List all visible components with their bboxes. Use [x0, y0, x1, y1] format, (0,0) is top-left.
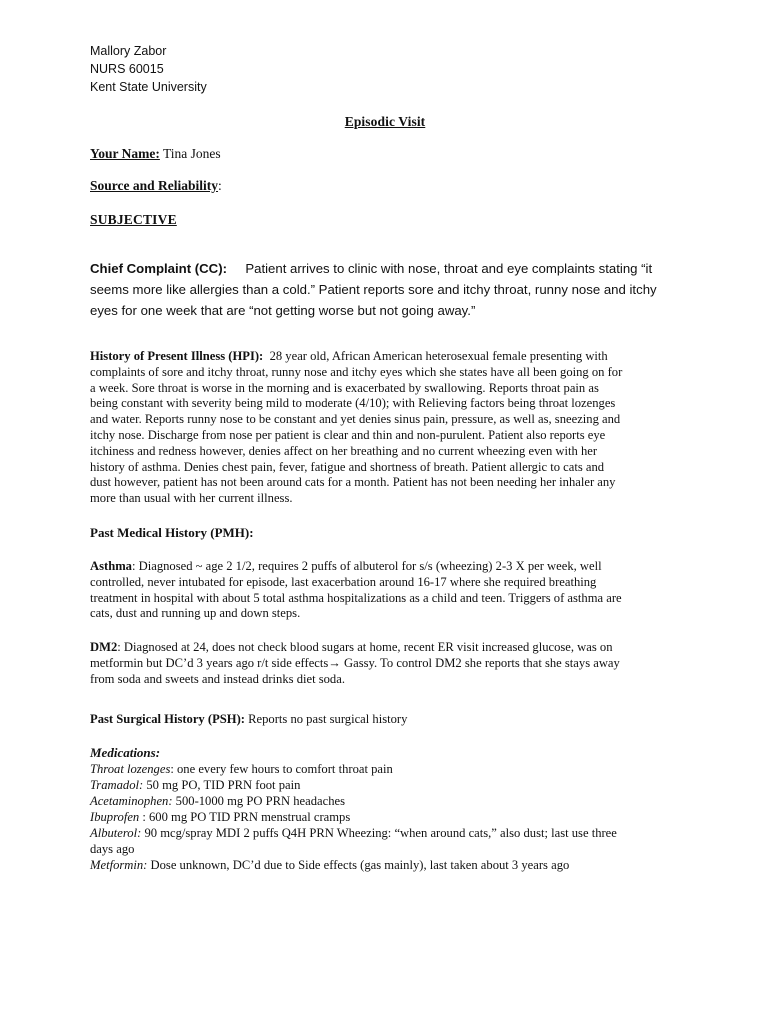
medication-item [90, 777, 680, 793]
medication-item [90, 825, 680, 841]
your-name-label: Your Name: [90, 146, 160, 161]
subjective-heading: SUBJECTIVE [90, 212, 177, 227]
hpi-line: complaints of sore and itchy throat, runny nose and itchy eyes which she states have all been going on for [90, 364, 623, 379]
hpi-line: history of asthma. Denies chest pain, fever, fatigue and shortness of breath. Patient allergic to cats and [90, 459, 605, 474]
medication-name: Metformin: [90, 857, 148, 872]
dm2-line: : Diagnosed at 24, does not check blood sugars at home, recent ER visit increased glucose, was on [117, 640, 613, 655]
document-page [90, 42, 680, 873]
dm2-line: metformin but DC’d 3 years ago r/t side effects→ Gassy. To control DM2 she reports that she stays away [90, 655, 620, 670]
course-code: NURS 60015 [90, 62, 164, 76]
your-name-value: Tina Jones [159, 146, 221, 161]
dm2-line: from soda and sweets and instead drinks diet soda. [90, 671, 345, 686]
medication-detail: Dose unknown, DC’d due to Side effects (gas mainly), last taken about 3 years ago [147, 857, 570, 872]
hpi-line: and water. Reports runny nose to be constant and yet denies sinus pain, pressure, as well as, sneezing and [90, 412, 621, 427]
university: Kent State University [90, 80, 207, 94]
medication-item [90, 793, 680, 809]
medication-item-continued [90, 841, 680, 857]
hpi-line: being constant with severity being mild to moderate (4/10); with Relieving factors being throat lozenges [90, 396, 616, 411]
source-reliability-field [90, 178, 680, 194]
asthma-section [90, 559, 680, 622]
hpi-line: itchy nose. Discharge from nose per patient is clear and thin and non-purulent. Patient also reports eye [90, 427, 606, 442]
pmh-label: Past Medical History [90, 524, 207, 540]
dm2-section [90, 640, 680, 687]
medications-list [90, 761, 680, 873]
author-name: Mallory Zabor [90, 44, 167, 58]
medication-detail: days ago [90, 841, 135, 856]
pmh-heading [90, 525, 680, 541]
hpi-line: dust however, patient has not been around cats for a month. Patient has not been needing her inhaler any [90, 475, 616, 490]
asthma-line: controlled, never intubated for episode, last exacerbation around 16-17 where she required breathing [90, 574, 597, 589]
psh-label: Past Surgical History (PSH): [90, 711, 245, 726]
medication-name: Throat lozenges [90, 761, 171, 776]
hpi-line: a week. Sore throat is worse in the morning and is exacerbated by swallowing. Reports throat pain as [90, 380, 599, 395]
medication-detail: 500-1000 mg PO PRN headaches [172, 793, 345, 808]
asthma-line: : Diagnosed ~ age 2 1/2, requires 2 puffs of albuterol for s/s (wheezing) 2-3 X per week, well [131, 558, 602, 573]
medications-label: Medications [90, 744, 156, 760]
asthma-line: treatment in hospital with about 5 total asthma hospitalizations as a child and teen. Triggers of asthma are [90, 590, 622, 605]
medication-name: Ibuprofen [90, 809, 140, 824]
psh-section [90, 712, 680, 727]
dm2-label: DM2 [90, 640, 118, 655]
asthma-label: Asthma [90, 558, 132, 573]
chief-complaint-section [90, 258, 680, 321]
medication-sep: : [170, 761, 174, 776]
your-name-field [90, 146, 680, 162]
hpi-section [90, 349, 680, 507]
chief-complaint-text: Patient arrives to clinic with nose, throat and eye complaints stating “it seems more like allergies than a cold.” Patient reports sore and itchy throat, runny nose and itchy eyes for one week that are “not getting worse but not going away.” [90, 261, 657, 318]
hpi-line: more than usual with her current illness. [90, 491, 293, 506]
asthma-line: cats, dust and running up and down steps. [90, 606, 301, 621]
source-reliability-label: Source and Reliability [90, 178, 219, 193]
hpi-line: 28 year old, African American heterosexual female presenting with [269, 349, 608, 363]
pmh-abbrev: (PMH): [206, 524, 254, 540]
hpi-line: itchiness and redness however, denies affect on her breathing and no current wheezing even with her [90, 443, 598, 458]
medication-name: Tramadol: [90, 777, 144, 792]
medications-heading [90, 745, 680, 761]
document-title: Episodic Visit [344, 114, 426, 129]
medication-item [90, 761, 680, 777]
medication-detail: 50 mg PO, TID PRN foot pain [143, 777, 301, 792]
medication-item [90, 857, 680, 873]
medication-name: Acetaminophen: [90, 793, 173, 808]
medication-name: Albuterol: [90, 825, 142, 840]
medications-colon: : [155, 744, 161, 760]
chief-complaint-label: Chief Complaint (CC): [90, 261, 227, 276]
medication-detail: : 600 mg PO TID PRN menstrual cramps [139, 809, 351, 824]
medication-detail: 90 mcg/spray MDI 2 puffs Q4H PRN Wheezing: “when around cats,” also dust; last use three [141, 825, 617, 840]
hpi-label: History of Present Illness (HPI): [90, 349, 264, 363]
medication-detail: one every few hours to comfort throat pain [173, 761, 393, 776]
medication-item [90, 809, 680, 825]
source-reliability-colon: : [218, 178, 222, 193]
psh-text: Reports no past surgical history [244, 711, 408, 726]
author-header [90, 42, 680, 96]
